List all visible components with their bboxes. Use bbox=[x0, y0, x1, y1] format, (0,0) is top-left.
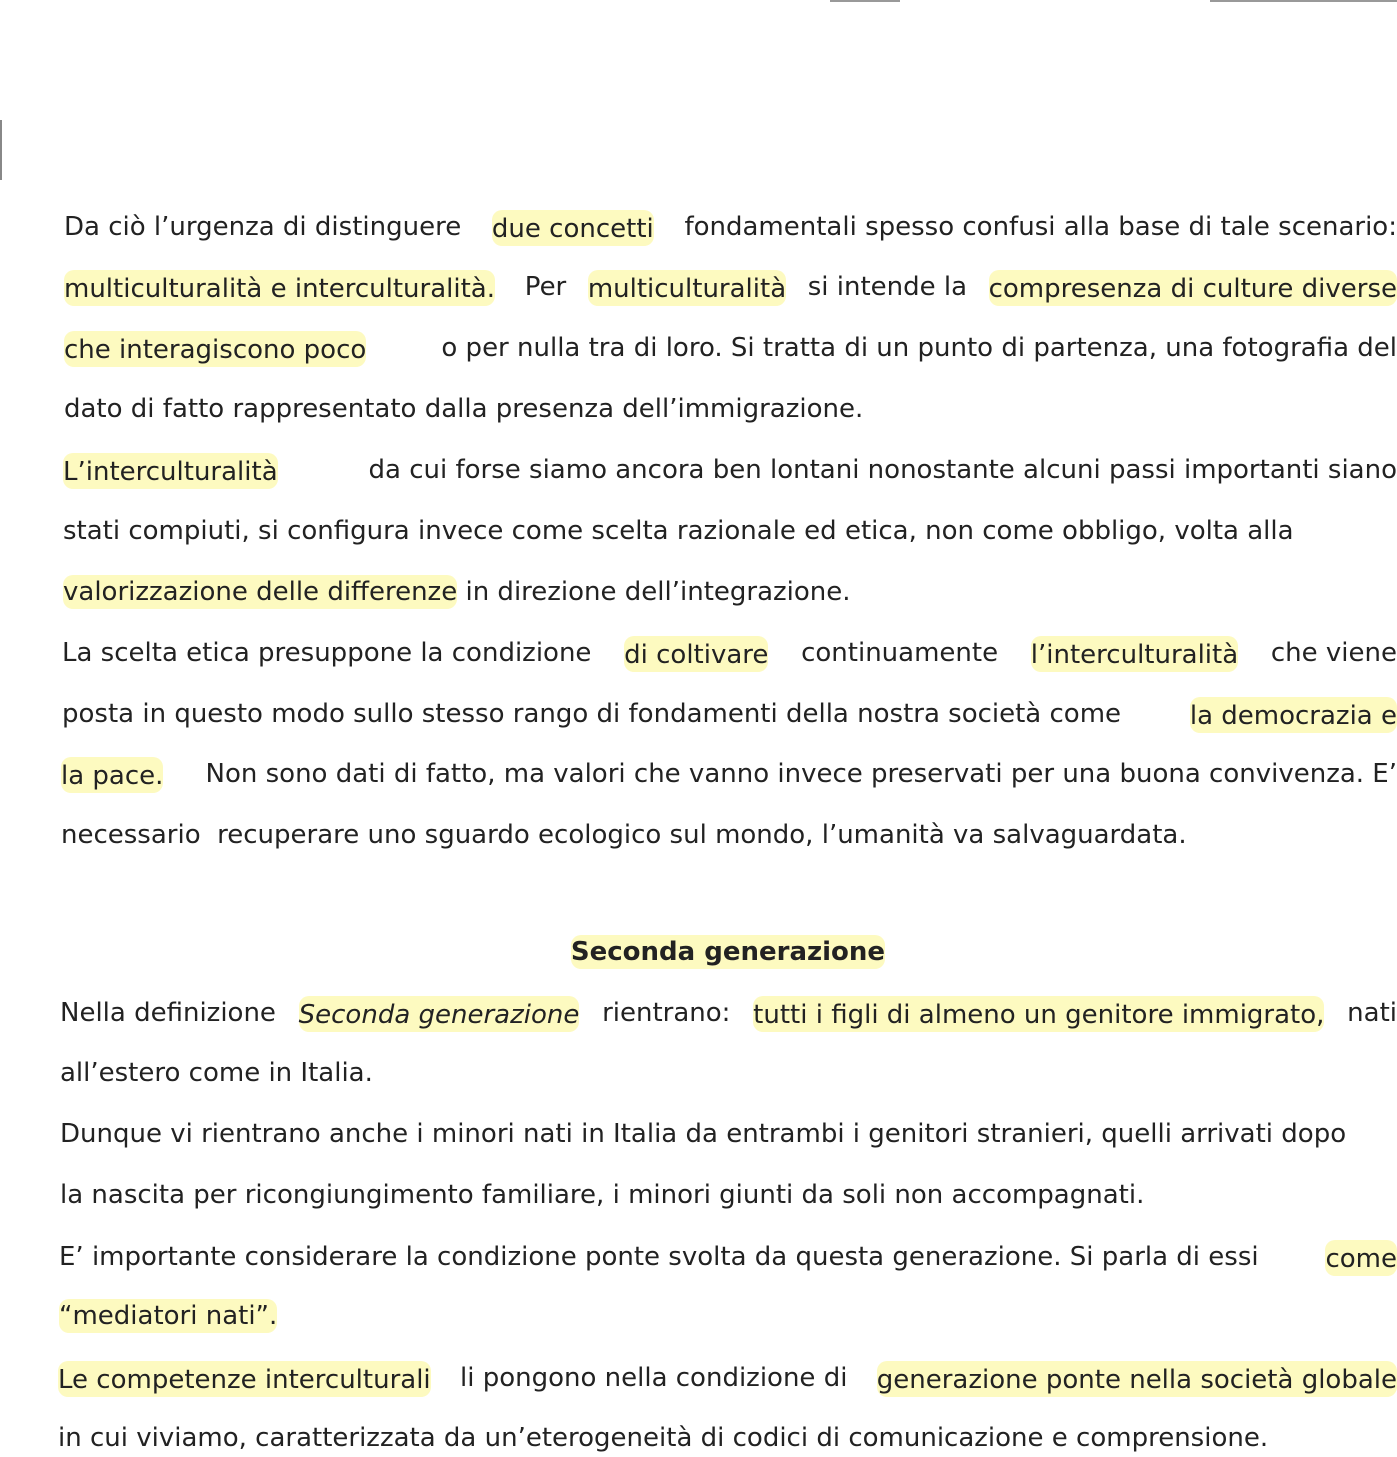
body-text: Nella definizione bbox=[60, 998, 285, 1028]
body-text: rientrano: bbox=[593, 998, 739, 1028]
paragraph-line bbox=[61, 818, 1397, 854]
body-text: la nascita per ricongiungimento familiare, i minori giunti da soli non accompagnati. bbox=[60, 1180, 1145, 1210]
highlighted-text: generazione ponte nella società globale bbox=[877, 1361, 1397, 1397]
paragraph-line bbox=[60, 1117, 1397, 1153]
body-text: in cui viviamo, caratterizzata da un’eterogeneità di codici di comunicazione e comprensione. bbox=[58, 1423, 1269, 1453]
paragraph-line bbox=[64, 270, 1397, 306]
body-text: stati compiuti, si configura invece come scelta razionale ed etica, non come obbligo, volta alla bbox=[63, 516, 1294, 546]
highlighted-text: multiculturalità e interculturalità. bbox=[64, 270, 495, 306]
scan-edge-mark bbox=[830, 0, 900, 2]
body-text: posta in questo modo sullo stesso rango di fondamenti della nostra società come bbox=[62, 699, 1130, 729]
highlighted-text: la democrazia e bbox=[1190, 697, 1397, 733]
paragraph-line bbox=[60, 1056, 1397, 1092]
highlighted-text: che interagiscono poco bbox=[64, 331, 366, 367]
paragraph-line bbox=[58, 1421, 1397, 1457]
body-text: nati bbox=[1338, 998, 1397, 1028]
body-text: dato di fatto rappresentato dalla presenza dell’immigrazione. bbox=[64, 394, 864, 424]
paragraph-line bbox=[64, 392, 1397, 428]
body-text: in direzione dell’integrazione. bbox=[457, 577, 851, 607]
paragraph-line bbox=[63, 453, 1397, 489]
scan-edge-mark bbox=[0, 120, 2, 180]
body-text: o per nulla tra di loro. Si tratta di un punto di partenza, una fotografia del bbox=[433, 333, 1397, 363]
highlighted-text: tutti i figli di almeno un genitore immigrato, bbox=[753, 996, 1324, 1032]
highlighted-text: due concetti bbox=[492, 210, 654, 246]
body-text: all’estero come in Italia. bbox=[60, 1058, 373, 1088]
highlighted-text: Seconda generazione bbox=[299, 996, 580, 1032]
section-heading-text: Seconda generazione bbox=[570, 937, 886, 967]
highlighted-text: l’interculturalità bbox=[1031, 636, 1238, 672]
paragraph-line bbox=[62, 697, 1397, 733]
highlighted-text: la pace. bbox=[61, 757, 163, 793]
body-text: fondamentali spesso confusi alla base di tale scenario: bbox=[676, 212, 1397, 242]
highlighted-text: “mediatori nati”. bbox=[59, 1301, 278, 1331]
paragraph-line bbox=[62, 636, 1397, 672]
highlighted-text: valorizzazione delle differenze bbox=[63, 577, 458, 607]
body-text: li pongono nella condizione di bbox=[451, 1363, 856, 1393]
paragraph-line bbox=[63, 575, 1397, 611]
paragraph-line bbox=[59, 1240, 1397, 1276]
paragraph-line bbox=[59, 1299, 1397, 1335]
body-text: si intende la bbox=[799, 272, 976, 302]
paragraph-line bbox=[64, 210, 1397, 246]
highlighted-text: Le competenze interculturali bbox=[58, 1361, 431, 1397]
body-text: Per bbox=[508, 272, 575, 302]
paragraph-line bbox=[60, 1178, 1397, 1214]
highlighted-text: L’interculturalità bbox=[63, 453, 278, 489]
highlighted-text: compresenza di culture diverse bbox=[989, 270, 1397, 306]
highlighted-text: come bbox=[1325, 1240, 1397, 1276]
section-heading bbox=[0, 935, 1397, 971]
paragraph-line bbox=[60, 996, 1397, 1032]
scan-edge-mark bbox=[1210, 0, 1397, 2]
body-text: E’ importante considerare la condizione ponte svolta da questa generazione. Si parla di essi bbox=[59, 1242, 1267, 1272]
highlighted-text: di coltivare bbox=[624, 636, 768, 672]
paragraph-line bbox=[63, 514, 1397, 550]
paragraph-line bbox=[58, 1361, 1397, 1397]
highlighted-text: multiculturalità bbox=[588, 270, 786, 306]
body-text: che viene bbox=[1262, 638, 1397, 668]
body-text: da cui forse siamo ancora ben lontani nonostante alcuni passi importanti siano bbox=[360, 455, 1397, 485]
body-text: Dunque vi rientrano anche i minori nati in Italia da entrambi i genitori stranieri, quelli arrivati dopo bbox=[60, 1119, 1347, 1149]
paragraph-line bbox=[61, 757, 1397, 793]
body-text: continuamente bbox=[792, 638, 1007, 668]
body-text: Da ciò l’urgenza di distinguere bbox=[64, 212, 470, 242]
body-text: La scelta etica presuppone la condizione bbox=[62, 638, 600, 668]
body-text: Non sono dati di fatto, ma valori che vanno invece preservati per una buona convivenza. E’ bbox=[197, 759, 1397, 789]
paragraph-line bbox=[64, 331, 1397, 367]
body-text: necessario recuperare uno sguardo ecologico sul mondo, l’umanità va salvaguardata. bbox=[61, 820, 1187, 850]
